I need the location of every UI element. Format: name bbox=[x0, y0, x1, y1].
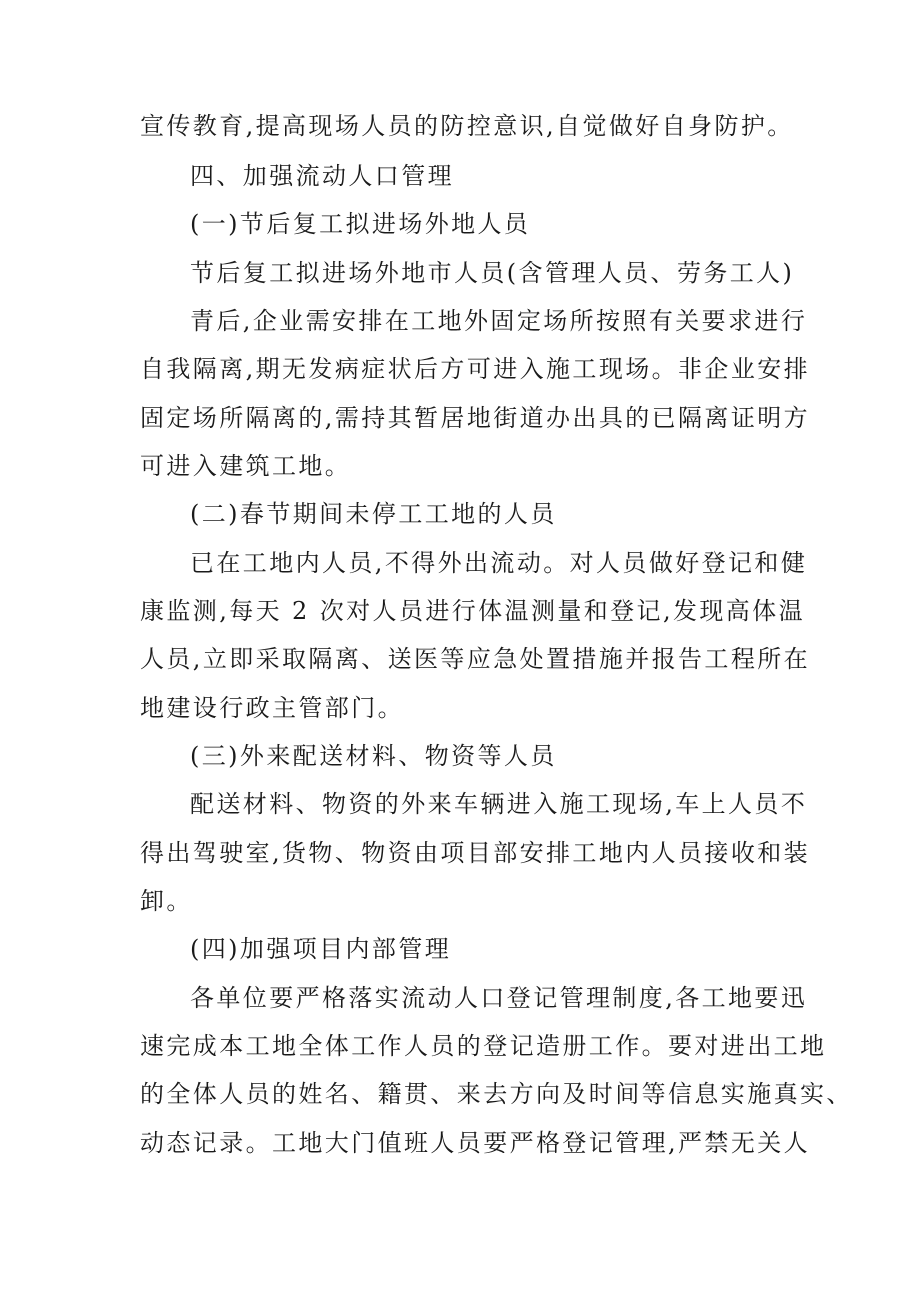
text-line: 速完成本工地全体工作人员的登记造册工作。要对进出工地 bbox=[140, 1032, 827, 1060]
text-line: 人员,立即采取隔离、送医等应急处置措施并报告工程所在 bbox=[140, 645, 811, 673]
subsection-heading: (四)加强项目内部管理 bbox=[190, 935, 452, 963]
text-line: 各单位要严格落实流动人口登记管理制度,各工地要迅 bbox=[190, 984, 808, 1012]
text-line: 宣传教育,提高现场人员的防控意识,自觉做好自身防护。 bbox=[140, 112, 794, 140]
text-line: 地建设行政主管部门。 bbox=[140, 694, 404, 722]
text-line: 固定场所隔离的,需持其暂居地街道办出具的已隔离证明方 bbox=[140, 404, 811, 432]
text-line: 配送材料、物资的外来车辆进入施工现场,车上人员不 bbox=[190, 790, 808, 818]
text-line: 卸。 bbox=[140, 887, 193, 915]
subsection-heading: (二)春节期间未停工工地的人员 bbox=[190, 500, 557, 528]
text-line: 自我隔离,期无发病症状后方可进入施工现场。非企业安排 bbox=[140, 355, 811, 383]
text-line: 可进入建筑工地。 bbox=[140, 452, 352, 480]
text-line: 动态记录。工地大门值班人员要严格登记管理,严禁无关人 bbox=[140, 1129, 811, 1157]
subsection-heading: (一)节后复工拟进场外地人员 bbox=[190, 210, 531, 238]
text-line: 已在工地内人员,不得外出流动。对人员做好登记和健 bbox=[190, 549, 808, 577]
text-line: 节后复工拟进场外地市人员(含管理人员、劳务工人) bbox=[190, 259, 795, 287]
text-line: 青后,企业需安排在工地外固定场所按照有关要求进行 bbox=[190, 307, 808, 335]
text-line: 康监测,每天 2 次对人员进行体温测量和登记,发现高体温 bbox=[140, 597, 805, 625]
subsection-heading: (三)外来配送材料、物资等人员 bbox=[190, 742, 557, 770]
text-line: 得出驾驶室,货物、物资由项目部安排工地内人员接收和装 bbox=[140, 839, 811, 867]
section-heading: 四、加强流动人口管理 bbox=[190, 162, 454, 190]
text-line: 的全体人员的姓名、籍贯、来去方向及时间等信息实施真实、 bbox=[140, 1080, 853, 1108]
